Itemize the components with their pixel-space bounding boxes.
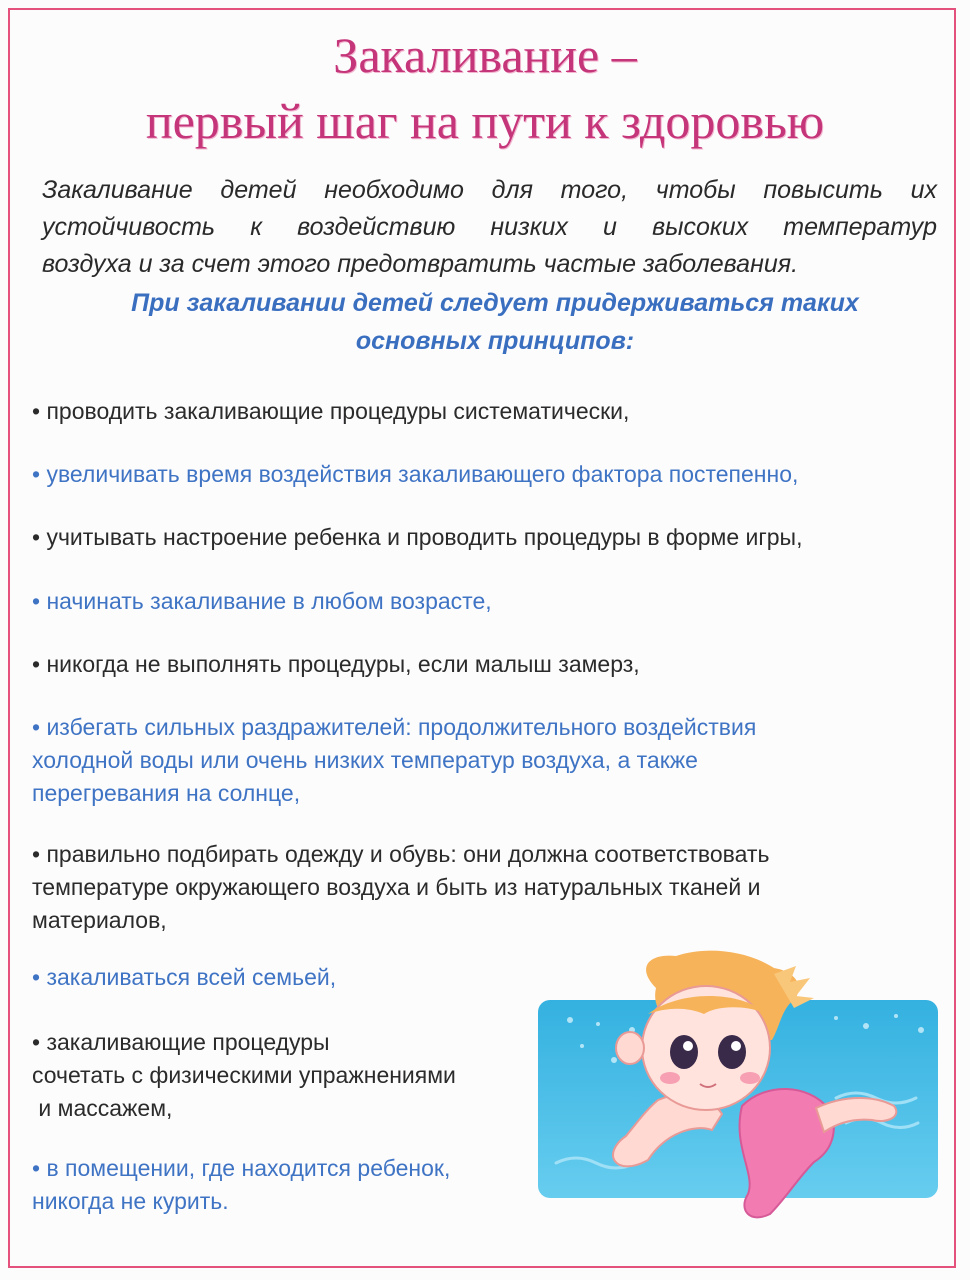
principles-heading-line-1: При закаливании детей следует придерживаться таких [131,289,859,317]
principle-item-line: и массажем, [32,1095,173,1121]
principle-item-line: • избегать сильных раздражителей: продолжительного воздействия [32,714,757,740]
principle-item-line: сочетать с физическими упражнениями [32,1062,456,1088]
intro-line-1: Закаливание детей необходимо для того, чтобы повысить их [42,176,937,204]
principle-item-line: никогда не курить. [32,1188,229,1214]
principle-item-line: • закаливаться всей семьей, [32,964,337,990]
cheek-blush [740,1072,760,1084]
page-title-line-2: первый шаг на пути к здоровью [145,93,825,149]
principle-item-line: • правильно подбирать одежду и обувь: они должна соответствовать [32,841,770,867]
principle-item-line: материалов, [32,907,167,933]
eye-highlight [683,1041,693,1051]
cheek-blush [660,1072,680,1084]
principle-item-line: • никогда не выполнять процедуры, если малыш замерз, [32,651,640,677]
child-right-eye [718,1035,746,1069]
principle-item-10 [32,1152,450,1218]
eye-highlight [731,1041,741,1051]
principle-item-line: • в помещении, где находится ребенок, [32,1155,451,1181]
intro-line-3: воздуха и за счет этого предотвратить частые заболевания. [42,250,799,278]
page-title-line-1: Закаливание – [333,27,637,83]
principle-item-line: • начинать закаливание в любом возрасте, [32,588,492,614]
principle-item-8 [32,961,336,994]
principles-heading [0,284,970,360]
principle-item-1 [32,395,629,428]
swimming-child-illustration [536,948,940,1228]
principle-item-6 [32,711,756,810]
principle-item-9 [32,1026,456,1125]
principle-item-2 [32,458,798,491]
principle-item-line: • проводить закаливающие процедуры систематически, [32,398,630,424]
principle-item-3 [32,521,802,554]
principle-item-line: температуре окружающего воздуха и быть из натуральных тканей и [32,874,761,900]
child-ear [616,1032,644,1064]
principle-item-line: • учитывать настроение ребенка и проводить процедуры в форме игры, [32,524,803,550]
principle-item-line: • закаливающие процедуры [32,1029,330,1055]
principle-item-4 [32,585,492,618]
principle-item-line: перегревания на солнце, [32,780,301,806]
principle-item-line: холодной воды или очень низких температур воздуха, а также [32,747,698,773]
intro-paragraph [42,172,937,283]
principle-item-7 [32,838,769,937]
intro-line-2: устойчивость к воздействию низких и высоких температур [42,213,937,241]
principles-heading-line-2: основных принципов: [355,327,635,355]
principle-item-5 [32,648,640,681]
child-left-eye [670,1035,698,1069]
principle-item-line: • увеличивать время воздействия закаливающего фактора постепенно, [32,461,799,487]
